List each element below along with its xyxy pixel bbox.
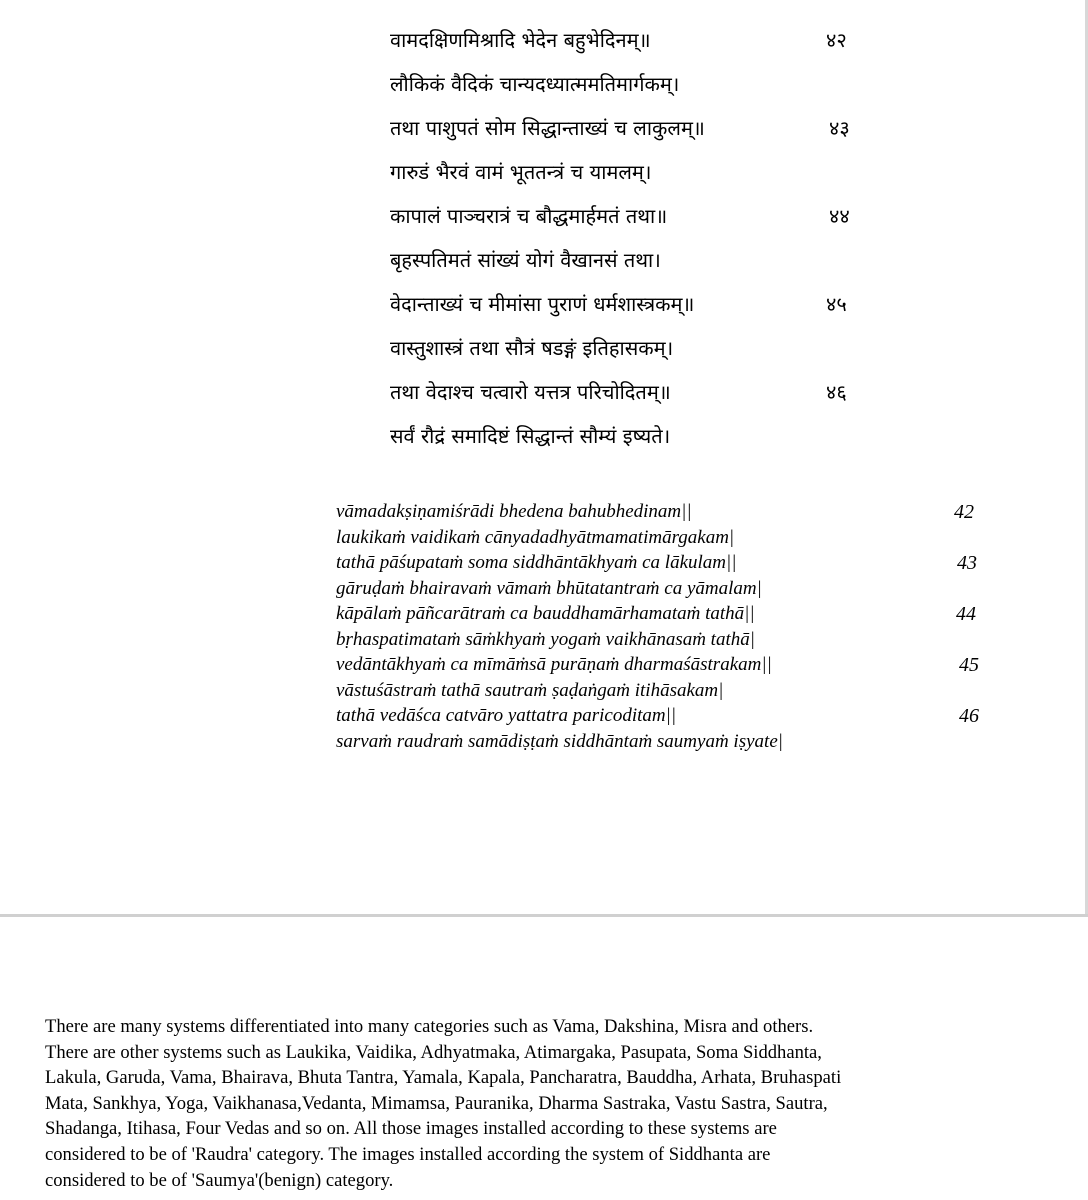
transliteration-line: laukikaṁ vaidikaṁ cānyadadhyātmamatimārgakam|	[336, 527, 735, 548]
translation-line: considered to be of 'Saumya'(benign) category.	[45, 1169, 394, 1191]
transliteration-verse-number: 42	[954, 501, 974, 523]
transliteration-line: vāstuśāstraṁ tathā sautraṁ ṣaḍaṅgaṁ itihāsakam|	[336, 680, 724, 701]
devanagari-verse-number: ४५	[826, 292, 847, 316]
translation-paragraph	[45, 1014, 1045, 1193]
devanagari-line: तथा पाशुपतं सोम सिद्धान्ताख्यं च लाकुलम्॥	[390, 116, 705, 140]
devanagari-verse-number: ४२	[826, 28, 847, 52]
devanagari-verse-number: ४४	[829, 204, 850, 228]
transliteration-verse-number: 44	[956, 603, 976, 625]
devanagari-line: बृहस्पतिमतं सांख्यं योगं वैखानसं तथा।	[390, 248, 661, 272]
translation-line: Lakula, Garuda, Vama, Bhairava, Bhuta Tantra, Yamala, Kapala, Pancharatra, Bauddha, Arhata, Bruhaspati	[45, 1067, 842, 1089]
translation-line: Mata, Sankhya, Yoga, Vaikhanasa,Vedanta, Mimamsa, Pauranika, Dharma Sastraka, Vastu Sastra, Sautra,	[45, 1092, 828, 1114]
transliteration-line: vedāntākhyaṁ ca mīmāṁsā purāṇaṁ dharmaśāstrakam||	[336, 654, 772, 675]
devanagari-line: वास्तुशास्त्रं तथा सौत्रं षडङ्गं इतिहासकम्।	[390, 336, 674, 360]
page-bottom	[0, 917, 1088, 1200]
devanagari-line: वेदान्ताख्यं च मीमांसा पुराणं धर्मशास्त्रकम्॥	[390, 292, 695, 316]
transliteration-line: vāmadakṣiṇamiśrādi bhedena bahubhedinam||	[336, 501, 692, 522]
devanagari-line: कापालं पाञ्चरात्रं च बौद्धमार्हमतं तथा॥	[390, 204, 668, 228]
transliteration-line: tathā vedāśca catvāro yattatra paricoditam||	[336, 705, 677, 726]
devanagari-line: तथा वेदाश्च चत्वारो यत्तत्र परिचोदितम्॥	[390, 380, 671, 404]
transliteration-line: kāpālaṁ pāñcarātraṁ ca bauddhamārhamataṁ tathā||	[336, 603, 755, 624]
translation-line: There are other systems such as Laukika, Vaidika, Adhyatmaka, Atimargaka, Pasupata, Soma Siddhanta,	[45, 1041, 822, 1063]
translation-line: considered to be of 'Raudra' category. The images installed according the system of Siddhanta are	[45, 1143, 771, 1165]
transliteration-verse-number: 46	[959, 705, 979, 727]
devanagari-verse-number: ४३	[829, 116, 850, 140]
transliteration-line: tathā pāśupataṁ soma siddhāntākhyaṁ ca lākulam||	[336, 552, 737, 573]
transliteration-verse-number: 45	[959, 654, 979, 676]
translation-line: Shadanga, Itihasa, Four Vedas and so on. All those images installed according to these systems are	[45, 1118, 777, 1140]
transliteration-line: bṛhaspatimataṁ sāṁkhyaṁ yogaṁ vaikhānasaṁ tathā|	[336, 629, 755, 650]
devanagari-line: वामदक्षिणमिश्रादि भेदेन बहुभेदिनम्॥	[390, 28, 651, 52]
devanagari-verse-number: ४६	[826, 380, 847, 404]
devanagari-line: गारुडं भैरवं वामं भूततन्त्रं च यामलम्।	[390, 160, 652, 184]
devanagari-line: लौकिकं वैदिकं चान्यदध्यात्ममतिमार्गकम्।	[390, 72, 680, 96]
transliteration-line: sarvaṁ raudraṁ samādiṣṭaṁ siddhāntaṁ saumyaṁ iṣyate|	[336, 731, 783, 752]
devanagari-line: सर्वं रौद्रं समादिष्टं सिद्धान्तं सौम्यं इष्यते।	[390, 424, 671, 448]
translation-line: There are many systems differentiated into many categories such as Vama, Dakshina, Misra and others.	[45, 1016, 814, 1037]
transliteration-line: gāruḍaṁ bhairavaṁ vāmaṁ bhūtatantraṁ ca yāmalam|	[336, 578, 762, 599]
transliteration-verse-number: 43	[957, 552, 977, 574]
